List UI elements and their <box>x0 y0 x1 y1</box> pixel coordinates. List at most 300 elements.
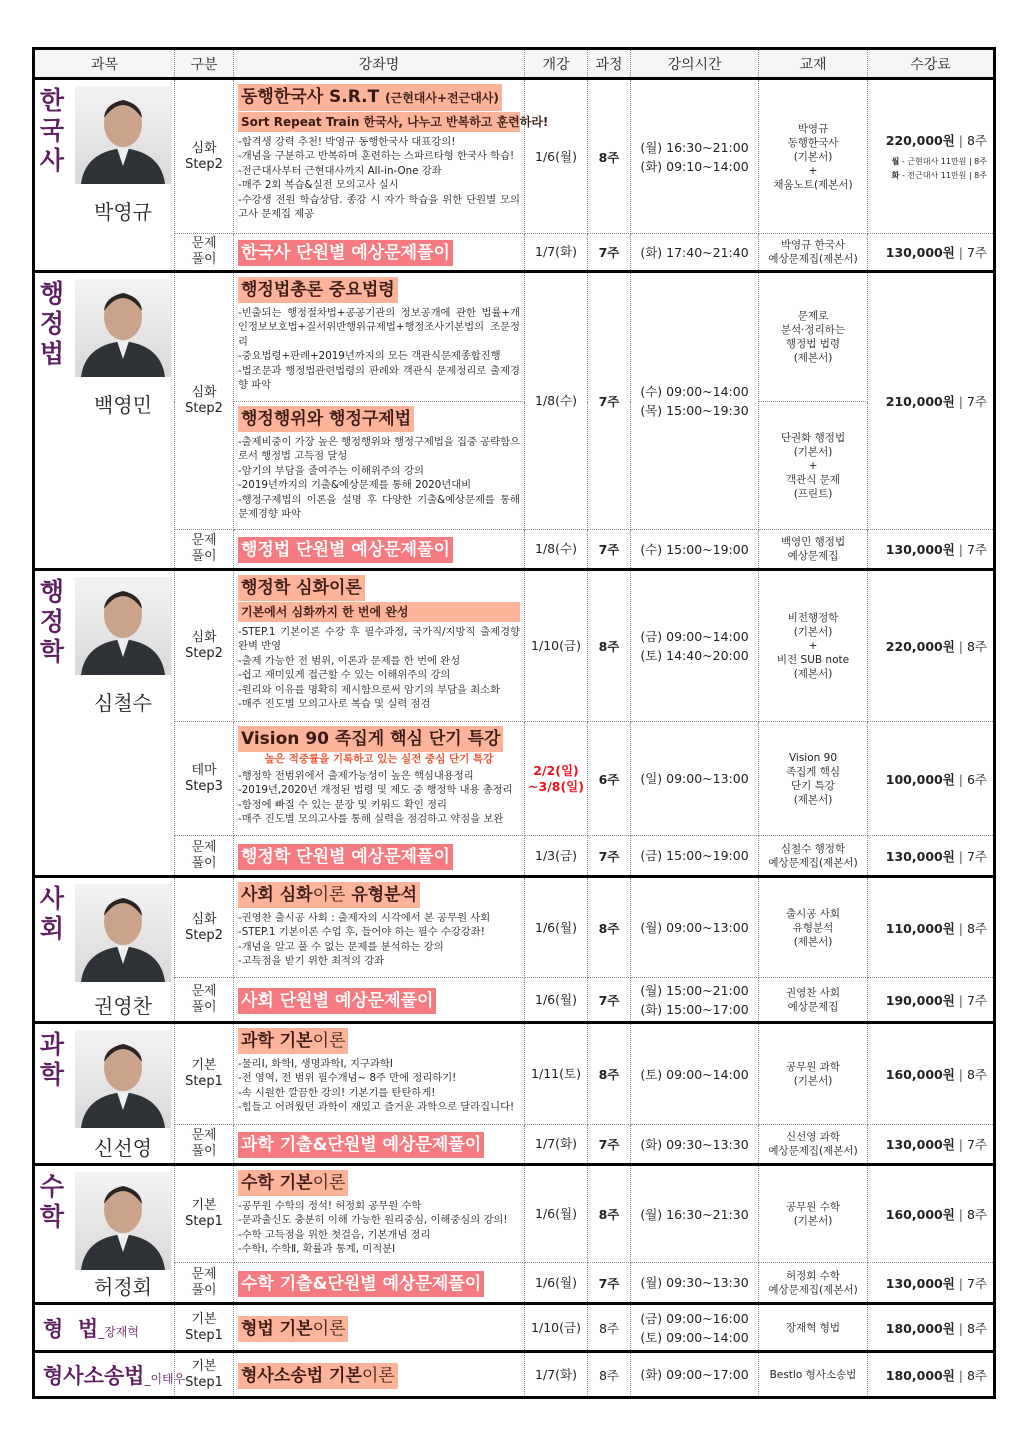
textbook-cell <box>759 978 868 1023</box>
course-name-cell <box>234 1125 525 1165</box>
tuition-separator: | <box>954 542 967 557</box>
course-title <box>238 575 365 601</box>
description-line: -권영찬 출시공 사회 : 출제자의 시각에서 본 공무원 사회 <box>238 912 491 924</box>
lecture-time-cell <box>631 79 759 234</box>
header-row <box>34 49 995 79</box>
textbook-line: (제본서) <box>793 668 833 680</box>
tuition-separator: | <box>954 848 967 864</box>
category-label: 문제 <box>191 1266 217 1282</box>
course-description <box>238 435 520 521</box>
lecture-time-cell <box>631 272 759 530</box>
textbook-cell <box>759 570 868 722</box>
course-title <box>238 882 420 908</box>
textbook-line: 단기 특강 <box>791 779 835 792</box>
time-slot: (토) 09:00~14:00 <box>640 1066 749 1082</box>
tuition-amount: 160,000원 <box>885 1067 955 1082</box>
description-line: -암기의 부담을 줄여주는 이해위주의 강의 <box>238 464 424 477</box>
subject-cell <box>34 570 175 877</box>
description-line: -함정에 빠질 수 있는 문장 및 키워드 확인 정리 <box>238 798 447 811</box>
course-row <box>34 1263 995 1304</box>
course-description <box>238 1199 520 1257</box>
tuition-weeks: 8주 <box>966 920 987 936</box>
description-line: -수학 고득점을 위한 첫걸음, 기본개념 정리 <box>238 1228 431 1241</box>
course-row <box>34 1125 995 1165</box>
category-label: Step2 <box>185 401 223 416</box>
tuition-amount: 180,000원 <box>885 1320 955 1336</box>
lecture-time-cell <box>631 1304 759 1352</box>
subject-name: 수학 <box>39 1172 65 1231</box>
category-label: Step1 <box>185 1327 223 1343</box>
subject-name: 사회 <box>39 884 65 943</box>
course-title-part: 한국사 단원별 예상문제풀이 <box>241 243 450 263</box>
category-label: 문제 <box>191 236 217 251</box>
course-title-part: 이론 <box>312 1031 346 1051</box>
time-slot: (월) 16:30~21:30 <box>640 1206 749 1222</box>
tuition-separator: | <box>954 639 967 654</box>
textbook-line: (제본서) <box>793 793 833 806</box>
start-date-cell: 2/2(일) ~3/8(일) <box>525 722 588 836</box>
category-label: 기본 <box>191 1311 217 1327</box>
tuition-amount: 220,000원 <box>885 132 955 148</box>
category-label: Step1 <box>185 1374 223 1390</box>
textbook-line: 장재혁 형법 <box>785 1321 841 1334</box>
tuition-cell <box>868 1125 995 1165</box>
textbook-line: 신선영 과학 <box>785 1131 841 1143</box>
teacher-name: 백영민 <box>94 393 152 417</box>
tuition-cell <box>868 1165 995 1263</box>
time-slot: (토) 14:40~20:00 <box>640 648 749 663</box>
course-row <box>34 877 995 978</box>
subject-name: 과학 <box>39 1030 65 1089</box>
time-slot: (월) 09:00~13:00 <box>640 920 749 935</box>
course-title <box>238 1170 348 1196</box>
textbook-cell <box>759 530 868 570</box>
duration-cell: 8주 <box>588 1023 631 1125</box>
category-label: 기본 <box>191 1058 217 1073</box>
course-title-part: 과학 기본 <box>241 1031 313 1051</box>
tuition-note-text: - 근현대사 11만원 | 8주 <box>901 156 987 166</box>
tuition-amount: 160,000원 <box>885 1207 955 1222</box>
teacher-photo <box>75 279 171 377</box>
category-label: 심화 <box>191 911 217 927</box>
subject-cell <box>34 1304 175 1352</box>
tuition-weeks: 7주 <box>966 992 987 1008</box>
start-date-cell: 1/8(수) <box>525 530 588 570</box>
textbook-line: 동행한국사 <box>787 136 839 149</box>
textbook-line: 비전행정학 <box>787 612 839 624</box>
textbook-cell <box>759 402 868 530</box>
category-label: Step1 <box>185 1074 223 1089</box>
description-line: -쉽고 재미있게 접근할 수 있는 이해위주의 강의 <box>238 669 451 682</box>
course-row <box>34 1165 995 1263</box>
tuition-line <box>868 131 987 149</box>
teacher-photo <box>75 86 171 184</box>
textbook-line: 출시공 사회 <box>785 907 841 920</box>
category-label: 풀이 <box>191 855 217 871</box>
time-slot: (화) 17:40~21:40 <box>640 244 749 260</box>
textbook-line: 심철수 행정학 <box>780 842 846 855</box>
tuition-line <box>868 1366 987 1384</box>
textbook-line: 예상문제집(제본서) <box>768 1145 858 1157</box>
tuition-weeks: 8주 <box>966 1367 987 1383</box>
duration-cell: 8주 <box>588 79 631 234</box>
course-title-part: 사회 단원별 예상문제풀이 <box>241 990 434 1011</box>
tuition-line <box>868 637 987 655</box>
tuition-separator: | <box>954 1207 967 1222</box>
course-row <box>34 570 995 722</box>
start-date-cell: 1/10(금) <box>525 1304 588 1352</box>
category-label: Step1 <box>185 1214 223 1229</box>
course-description <box>238 769 520 827</box>
course-row <box>34 722 995 836</box>
course-title <box>238 1028 348 1054</box>
duration-cell: 6주 <box>588 722 631 836</box>
course-title-part: 유형분석 <box>345 885 418 905</box>
course-description <box>238 135 520 221</box>
course-name-cell <box>234 272 525 402</box>
textbook-line: 백영민 행정법 <box>780 536 846 548</box>
lecture-time-cell <box>631 978 759 1023</box>
description-line: -중요법령+판례+2019년까지의 모든 객관식문제종합진행 <box>238 350 501 363</box>
description-line: -STEP.1 기본이론 수강 후 필수과정, 국가직/지방직 출제경향 완벽 반영 <box>238 626 520 653</box>
textbook-line: 문제로 <box>797 310 829 322</box>
textbook-line: (기본서) <box>793 445 833 458</box>
lecture-time-cell <box>631 722 759 836</box>
start-date-cell: 1/3(금) <box>525 836 588 877</box>
column-header-tuition: 수강료 <box>868 49 995 79</box>
category-label: 기본 <box>191 1358 217 1374</box>
subject-name: 행정법 <box>39 279 65 368</box>
tuition-separator: | <box>954 1275 967 1291</box>
category-cell <box>175 1165 234 1263</box>
course-name-cell <box>234 877 525 978</box>
course-title <box>238 1132 484 1158</box>
textbook-line: 박영규 <box>797 122 829 135</box>
textbook-line: 공무원 과학 <box>785 1061 841 1073</box>
lecture-time-cell <box>631 1165 759 1263</box>
category-cell <box>175 1304 234 1352</box>
tuition-separator: | <box>954 992 967 1008</box>
time-slot: (월) 16:30~21:00 <box>640 139 749 155</box>
tuition-cell <box>868 79 995 234</box>
tuition-amount: 110,000원 <box>885 920 955 936</box>
lecture-time-cell <box>631 1352 759 1398</box>
start-date-cell: 1/7(화) <box>525 1352 588 1398</box>
textbook-line: (기본서) <box>793 626 833 638</box>
category-label: 문제 <box>191 839 217 855</box>
duration-cell: 7주 <box>588 234 631 272</box>
course-title-part: 과학 기출&단원별 예상문제풀이 <box>241 1135 482 1155</box>
tuition-weeks: 7주 <box>966 1275 987 1291</box>
course-title-note: (근현대사+전근대사) <box>385 91 499 105</box>
textbook-cell <box>759 1304 868 1352</box>
textbook-line: 박영규 한국사 <box>780 239 846 251</box>
description-line: -고득점을 받기 위한 최적의 강좌 <box>238 955 385 968</box>
description-line: -개념을 알고 풀 수 없는 문제를 분석하는 강의 <box>238 940 444 953</box>
course-name-cell <box>234 530 525 570</box>
duration-cell: 8주 <box>588 1304 631 1352</box>
duration-cell: 7주 <box>588 978 631 1023</box>
textbook-line: 채움노트(제본서) <box>773 178 853 191</box>
textbook-line: 유형분석 <box>792 921 834 934</box>
teacher-name: _이태우 <box>144 1371 186 1386</box>
textbook-cell <box>759 1165 868 1263</box>
tuition-separator: | <box>954 1367 967 1383</box>
tuition-amount: 130,000원 <box>885 1275 955 1291</box>
subject-name: 행정학 <box>39 577 65 666</box>
description-line: -원리와 이유를 명확히 제시함으로써 암기의 부담을 최소화 <box>238 683 501 696</box>
tuition-line <box>868 1135 987 1153</box>
category-cell <box>175 978 234 1023</box>
course-title <box>238 726 503 752</box>
course-description <box>238 1057 520 1115</box>
tuition-note-day: 화 <box>891 170 900 180</box>
course-name-cell <box>234 836 525 877</box>
course-name-cell <box>234 79 549 234</box>
textbook-line: (제본서) <box>793 935 833 948</box>
tuition-amount: 130,000원 <box>885 1137 955 1152</box>
description-line: -매주 2회 복습&실전 모의고사 실시 <box>238 179 399 192</box>
description-line: -매주 진도별 모의고사로 복습 및 실력 점검 <box>238 698 431 711</box>
tuition-weeks: 8주 <box>966 1320 987 1336</box>
tuition-separator: | <box>954 394 967 409</box>
course-name-cell <box>234 402 525 530</box>
textbook-line: (프린트) <box>793 487 833 500</box>
description-line: -2019년까지의 기출&예상문제를 통해 2020년대비 <box>238 479 472 492</box>
textbook-line: 권영찬 사회 <box>785 986 841 999</box>
course-title-part: 이론 <box>361 1365 395 1386</box>
course-title-part: 이론 <box>312 885 346 905</box>
tuition-line <box>868 1319 987 1337</box>
lecture-time-cell <box>631 234 759 272</box>
category-cell <box>175 836 234 877</box>
tuition-note-day: 월 <box>891 156 900 166</box>
description-line: -출제 가능한 전 범위, 이론과 문제를 한 번에 완성 <box>238 654 461 667</box>
course-row <box>34 79 995 234</box>
textbook-line: (기본서) <box>793 1215 833 1227</box>
course-title <box>238 537 453 563</box>
duration-cell: 7주 <box>588 1125 631 1165</box>
course-subtitle: 기본에서 심화까지 한 번에 완성 <box>238 602 520 622</box>
textbook-cell <box>759 1125 868 1165</box>
tuition-cell <box>868 1304 995 1352</box>
course-row <box>34 530 995 570</box>
course-name-cell <box>234 234 525 272</box>
teacher-name: 박영규 <box>94 200 152 224</box>
description-line: -속 시원한 깔끔한 강의! 기본기를 탄탄하게! <box>238 1086 436 1099</box>
category-label: 풀이 <box>191 252 217 267</box>
time-slot: (월) 09:30~13:30 <box>640 1275 749 1290</box>
textbook-cell <box>759 877 868 978</box>
tuition-cell <box>868 530 995 570</box>
course-title <box>238 1363 398 1389</box>
course-row <box>34 272 995 402</box>
textbook-line: 비전 SUB note <box>776 654 850 666</box>
textbook-line: (제본서) <box>793 352 833 364</box>
course-row <box>34 978 995 1023</box>
tuition-cell <box>868 877 995 978</box>
description-line: -2019년,2020년 개정된 법령 및 제도 중 행정학 내용 총정리 <box>238 784 513 797</box>
subject-name: 형 법 <box>43 1316 99 1341</box>
column-header-subject: 과목 <box>34 49 175 79</box>
subject-name: 형사소송법 <box>43 1363 145 1388</box>
time-slot: (금) 09:00~16:00 <box>640 1310 749 1326</box>
course-name-cell <box>234 1023 525 1125</box>
teacher-photo <box>75 884 171 982</box>
textbook-line: 분석·정리하는 <box>780 324 846 336</box>
tuition-line <box>868 1065 987 1083</box>
tuition-cell <box>868 978 995 1023</box>
time-slot: (금) 09:00~14:00 <box>640 629 749 644</box>
tuition-amount: 180,000원 <box>885 1367 955 1383</box>
textbook-line: 단권화 행정법 <box>780 431 846 444</box>
textbook-line: + <box>808 164 818 177</box>
category-cell <box>175 234 234 272</box>
tuition-line <box>868 919 987 937</box>
course-name-cell <box>234 1352 525 1398</box>
lecture-time-cell <box>631 570 759 722</box>
column-header-lecture-time: 강의시간 <box>631 49 759 79</box>
textbook-line: 예상문제집(제본서) <box>768 253 858 265</box>
course-name-cell <box>234 570 525 722</box>
course-title-part: 이론 <box>312 1173 346 1193</box>
course-description <box>238 306 520 392</box>
tuition-line <box>868 991 987 1009</box>
course-row <box>34 1352 995 1398</box>
textbook-cell <box>759 1352 868 1398</box>
textbook-line: (기본서) <box>793 150 833 163</box>
course-name-cell <box>234 1263 525 1304</box>
course-title <box>238 844 453 870</box>
tuition-weeks: 8주 <box>966 1207 987 1222</box>
tuition-weeks: 7주 <box>966 848 987 864</box>
category-label: 문제 <box>191 1128 217 1143</box>
course-title-part: Vision 90 족집게 핵심 단기 특강 <box>241 729 501 749</box>
course-row <box>34 1304 995 1352</box>
column-header-course-name: 강좌명 <box>234 49 525 79</box>
textbook-cell <box>759 79 868 234</box>
tuition-amount: 210,000원 <box>885 394 955 409</box>
tuition-separator: | <box>954 1320 967 1336</box>
tuition-line <box>868 243 987 261</box>
course-title-part: 행정법 단원별 예상문제풀이 <box>241 540 450 560</box>
course-highlight: 높은 적중률을 기록하고 있는 실전 중심 단기 특강 <box>264 753 494 765</box>
category-label: Step2 <box>185 646 223 661</box>
course-title-part: 수학 기본 <box>241 1173 313 1193</box>
textbook-cell <box>759 836 868 877</box>
tuition-separator: | <box>954 132 967 148</box>
category-cell <box>175 530 234 570</box>
tuition-line <box>868 1274 987 1292</box>
tuition-cell <box>868 722 995 836</box>
subject-cell <box>34 1165 175 1304</box>
tuition-cell <box>868 836 995 877</box>
lecture-time-cell <box>631 836 759 877</box>
textbook-line: 행정법 법령 <box>785 338 841 350</box>
category-label: 심화 <box>191 630 217 645</box>
course-row <box>34 234 995 272</box>
time-slot: (토) 09:00~14:00 <box>640 1329 749 1345</box>
course-title <box>238 1271 484 1297</box>
description-line: -매주 진도별 모의고사를 통해 실력을 점검하고 약점을 보완 <box>238 813 504 826</box>
tuition-weeks: 8주 <box>966 1067 987 1082</box>
course-title <box>238 988 436 1014</box>
subject-name-inline <box>35 1360 186 1390</box>
tuition-amount: 130,000원 <box>885 542 955 557</box>
lecture-time-cell <box>631 1263 759 1304</box>
tuition-separator: | <box>954 1137 967 1152</box>
textbook-line: + <box>808 459 818 472</box>
description-line: -행정학 전범위에서 출제가능성이 높은 핵심내용정리 <box>238 770 474 782</box>
textbook-line: 객관식 문제 <box>785 473 841 486</box>
teacher-photo <box>75 577 171 675</box>
subject-cell <box>34 877 175 1023</box>
tuition-separator: | <box>954 920 967 936</box>
course-title <box>238 240 453 266</box>
description-line: -수학Ⅰ, 수학Ⅱ, 확률과 통계, 미적분Ⅰ <box>238 1243 396 1256</box>
course-title-part: 행정학 심화이론 <box>241 578 362 598</box>
start-date-cell: 1/7(화) <box>525 1125 588 1165</box>
textbook-line: Bestlo 형사소송법 <box>769 1368 857 1381</box>
lecture-time-cell <box>631 530 759 570</box>
teacher-name: 권영찬 <box>94 994 152 1018</box>
description-line: -합격생 강력 추천! 박영규 동행한국사 대표강의! <box>238 136 456 148</box>
course-title-part: 사회 심화 <box>241 885 313 905</box>
tuition-line <box>868 540 987 558</box>
course-title <box>238 84 502 111</box>
subject-cell <box>34 1352 186 1398</box>
category-cell <box>175 79 234 234</box>
tuition-note <box>868 155 987 169</box>
course-title-part: 형법 기본 <box>241 1318 313 1339</box>
textbook-cell <box>759 722 868 836</box>
course-title-part: 행정행위와 행정구제법 <box>241 409 412 429</box>
subject-cell <box>34 1023 175 1165</box>
course-title-part: 행정법총론 중요법령 <box>241 280 395 300</box>
course-schedule-table <box>32 47 996 1399</box>
tuition-cell <box>868 570 995 722</box>
tuition-cell <box>868 234 995 272</box>
time-slot: (월) 15:00~21:00 <box>640 982 749 998</box>
lecture-time-cell <box>631 1023 759 1125</box>
tuition-note <box>868 169 987 183</box>
category-label: 문제 <box>191 983 217 999</box>
textbook-line: 예상문제집 <box>787 550 839 562</box>
start-date-cell: 1/6(월) <box>525 1263 588 1304</box>
course-title <box>238 406 414 432</box>
description-line: -STEP.1 기본이론 수업 후, 들어야 하는 필수 수강강좌! <box>238 926 485 939</box>
lecture-time-cell <box>631 1125 759 1165</box>
tuition-line <box>868 1205 987 1223</box>
column-header-textbook: 교재 <box>759 49 868 79</box>
category-cell <box>175 877 234 978</box>
description-line: -힘들고 어려웠던 과학이 재밌고 즐거운 과학으로 달라집니다! <box>238 1101 515 1114</box>
subject-cell <box>34 272 175 570</box>
subject-name-inline <box>35 1313 174 1343</box>
textbook-cell <box>759 1263 868 1304</box>
category-cell <box>175 272 234 530</box>
category-label: 풀이 <box>191 1144 217 1159</box>
start-date-cell: 1/8(수) <box>525 272 588 530</box>
course-name-cell <box>234 722 525 836</box>
start-date-cell: 1/7(화) <box>525 234 588 272</box>
textbook-cell <box>759 272 868 402</box>
teacher-name: 신선영 <box>94 1136 152 1160</box>
category-label: Step2 <box>185 927 223 943</box>
start-date-cell: 1/6(월) <box>525 79 588 234</box>
lecture-time-cell <box>631 877 759 978</box>
description-line: -법조문과 행정법관련법령의 판례와 객관식 문제정리로 출제경향 파악 <box>238 364 520 392</box>
